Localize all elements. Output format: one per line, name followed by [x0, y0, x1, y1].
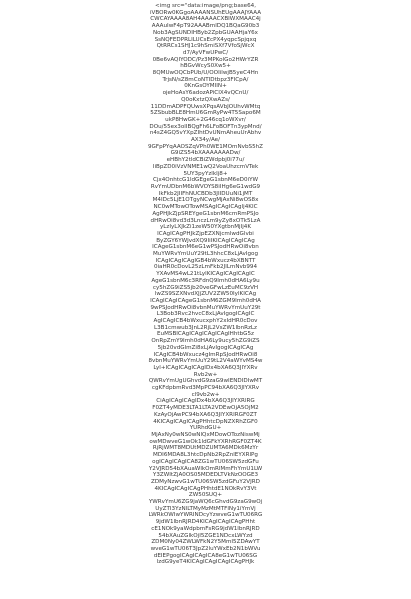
text-line: YURhdGU+: [189, 425, 222, 432]
text-line: Lyl+ICAgICAgICAgIDx4bXA6Q3JIYXRv: [153, 364, 258, 371]
text-line: ogICAgICAgICA8ZG1wTU06SW5zdGFu: [152, 458, 259, 465]
text-line: NC0wMTowOTowMSAgICAgICAglj4KIC: [153, 204, 258, 211]
text-line: YWRvYmU6ZG9jaWQ6cGhvdG9zaG9wOj: [148, 499, 263, 506]
text-line: CWCAYAAAA8AH4AAAACXBIWXMAAC4j: [150, 16, 261, 23]
text-line: Q0oKxtzQXwAZs/: [181, 96, 230, 103]
text-line: ojeHoAsY6adozAPiCIX4vQCnU/: [162, 90, 249, 97]
text-line: ICAgICAgPHJkZjpEZXNjcmlwdGlvbi: [157, 230, 254, 237]
text-line: dHRwOi8vd3d3LnczLm9yZy8xOTk5LzA: [150, 217, 261, 224]
text-line: KzAyOjAwPC94bXA6Q3JIYXRIRGF0ZT: [154, 411, 257, 418]
text-line: wveG1wTU06T3JpZ2luYWxEb2N1bWVu: [150, 545, 261, 552]
text-line: 0Be6vAQIYODC/Pz3MPKolGo2HWrYZR: [152, 56, 259, 63]
text-line: lwZS9SZXNvdXJjZUV2ZW50IylKICAg: [154, 291, 257, 298]
text-line: 4KICAgICAgICAgPHhtcDpNZXRhZGF0: [153, 418, 258, 425]
text-line: cgKFdpbmRvd3MpPC94bXA6Q3JIYXRv: [151, 385, 260, 392]
text-line: Y3ZWItZjA0OS05MDEDLTVkNzOOGE3: [152, 472, 259, 479]
text-line: 4KICAgICAgICAgPHhtdE1NOkRvY3Vt: [154, 485, 257, 492]
text-line: LWRkOWIwYWRINDcyYzwveG1wTU06RG: [148, 512, 263, 519]
text-line: Rvb2w+: [193, 371, 218, 378]
text-line: 0iaHR0cDovL25zLmFkb2JlLmNvb994: [153, 264, 258, 271]
text-line: MjAxNy0wNS0wNlQxMDowOTozNiswMj: [151, 432, 260, 438]
text-line: <img src="data:image/png;base64,: [155, 3, 256, 9]
text-line: ICAgICAgICAgeG1sbnM6ZGM9Imh0dHA: [150, 297, 261, 304]
text-line: IkFkb2JIIFhNUCBDb3JIIDUuNi1jMT: [158, 190, 253, 197]
text-line: RjRjWMT8MDUtMDZUMTA6MDk6MzYr: [152, 445, 259, 452]
text-line: 5ZSbubBLE8HmU6GmRyPw4T5Sapo6M: [150, 110, 261, 117]
text-line: yLzIyLXJkZi1zeW50YXgtbnMjIj4K: [159, 224, 252, 231]
text-line: TrjsN/sZ8mCoNTIDtbpz3FICpA/: [162, 76, 249, 83]
text-line: ICAgeG1sbnM6eG1wPSJodHRwOi8vbn: [152, 244, 259, 251]
text-line: UyZTI3YzNlLTMyMzMtMTFlNy1iYmVj: [155, 505, 256, 512]
text-line: M4IDc5LjE1OTgyNCwgMjAxNi8wOS8x: [152, 197, 259, 204]
text-line: L3B1cmwub3JnL2RjL2VsZW1lbnRzLz: [153, 324, 257, 331]
text-line: 5UY3pyYzlkIj8+: [183, 170, 228, 177]
text-line: AAAuIwF4pT92AAABmlDQ1BQaG90b3: [151, 23, 260, 30]
text-line: Cjx4OnhtcG1ldGEgeG1sbnM6eD0iYW: [152, 177, 259, 184]
text-line: EuMSBICAgICAgICAgICAgIHhtbG5z: [156, 331, 254, 338]
text-line: DOu/55ex3olIBQgFh6LFoBOFTn3ypMnd/: [149, 123, 262, 130]
text-line: owMDwveG1wOk1ldGFkYXRhRGF0ZT4K: [149, 438, 262, 445]
text-line: AgPHJkZjpSREYgeG1sbnM6cmRmPSJo: [152, 210, 259, 217]
text-line: 9GFpPYqAAOSZqVPh0WE1MOmNvbS5hZ: [147, 143, 264, 150]
text-line: QWRvYmUgUGhvdG9zaG9wIENDIDIwMT: [148, 378, 263, 385]
text-line: MDI6MDA8L3htcDpNb2RpZnlEYXRlPg: [153, 452, 258, 459]
text-line: F0ZT4yMDE3LTA1LTA2VDEwOjA5OjM2: [152, 405, 259, 412]
text-line: 8QMUwOQCbPUb/U/OOIilwjB5yeC4Hn: [152, 70, 259, 77]
text-line: 54bXAuZGlkOjI5ZGE1NDcxLWYzd: [158, 532, 253, 539]
text-line: ZDMyNzwvG1wTU06SW5zdGFuY2VJRD: [151, 478, 260, 485]
text-line: iVBORw0KGgoAAAANSUhEUgAAAJYAAA: [149, 9, 262, 16]
text-line: cl9vb2w+: [191, 391, 220, 398]
text-line: G9iZS54bXAAAAAAADw/: [170, 150, 241, 157]
text-line: YXAvMS4wL21tLylKICAgICAgICAgIC: [156, 271, 255, 278]
text-line: CiAgICAgICAgIDx4bXA6Q3JIYXRlRG: [156, 398, 255, 405]
text-line: QtRRCs1SHJ1c9hSmiSXf7VfoSjWcX: [156, 43, 255, 50]
text-line: Nob3AgSUNDIHByb2ZpbGUAAHjaY6x: [153, 29, 258, 36]
text-line: 8vbnMuYWRvYmUuY29tL2V4aWYvMS4w: [148, 358, 263, 365]
text-line: n4sZ4GQ5vYXpZIhtDvUNmAheuUrAbhv: [149, 130, 262, 137]
text-line: ukP8HwGK+2G46cq1oWXvr/: [165, 116, 246, 123]
text-line: 5jb20vdGlmZi8xLjAvIgogICAgICAg: [157, 344, 254, 351]
text-line: MuYWRvYmUuY29tL3hhcC8xLjAvIgog: [152, 251, 259, 258]
text-line: ICAgICAgICAgIGB4bWxucz4bXBNTT: [155, 257, 256, 264]
text-line: OnRpZmY9Imh0dHA6Ly9ucy5hZG9iZS: [151, 338, 260, 345]
text-line: lzdG9yeT4KICAgICAgICAgICAgPHJk: [156, 559, 255, 566]
text-line: 9wPSJodHRwOi8vbnMuYWRvYmUuY29t: [150, 304, 261, 311]
base64-image-source-text: [0, 3, 411, 599]
text-line: AX34y/Ae/: [190, 137, 221, 144]
text-line: cE1NOk9yaWdpbmFsRG9jdW1lbnRJRD: [151, 525, 260, 532]
text-line: ZW50SUQ+: [188, 492, 223, 499]
text-line: RvYmUDbnM6bWVOYS8iIHg6eG1wdG9: [150, 183, 261, 190]
text-line: ZDM0Ny04ZWLWFkN2Y5MmI5ZDAwYT: [151, 539, 260, 546]
text-line: cy5hZG9iZS5jb20veGFwLzEuMC9zVH: [152, 284, 259, 291]
text-line: L3Bob3Rvc2hvcC8xLjAvIgogICAgIC: [156, 311, 255, 318]
text-line: dEIEPgogICAgICAgICA8eG1wTU06SG: [153, 552, 258, 559]
text-line: d7/AyVFwUPwC/: [182, 49, 229, 56]
text-line: 0KnGsOYMIIN+: [184, 83, 227, 90]
text-line: ByZGY6YWJvdXQ9IiIKICAgICAgICAg: [156, 237, 255, 244]
text-line: 11DDmADPFQUwsXPqsAVbJOUhvWMtq: [150, 103, 261, 110]
text-line: Y2VJRD54bXAuaWlkOmRlMmFhYmU1LW: [148, 465, 263, 472]
text-line: AgeG1sbnM6c3RFdnQ9Imh0dHA6Ly9u: [151, 277, 260, 284]
text-line: SsNQFEDPRLILUCsEcPX4yqpcSpjqxq: [154, 36, 257, 43]
text-line: AgICAgICB4bWxucxphY2xIdHR0cDov: [153, 318, 258, 325]
text-line: ICAgICB4bWxucz4gImRpSJodHRwOi8: [153, 351, 258, 358]
text-line: 9jdW1lbnRJRD4KICAgICAgICAgPHht: [155, 519, 256, 526]
text-line: eHBhY2tldCBiZWdpbj0i77u/: [166, 157, 245, 164]
text-line: hBGvWcyS0Xw5+: [180, 63, 231, 70]
text-line: IiBpZD0iVzVNME1wQ2VoaUhzcmVTek: [152, 163, 259, 170]
